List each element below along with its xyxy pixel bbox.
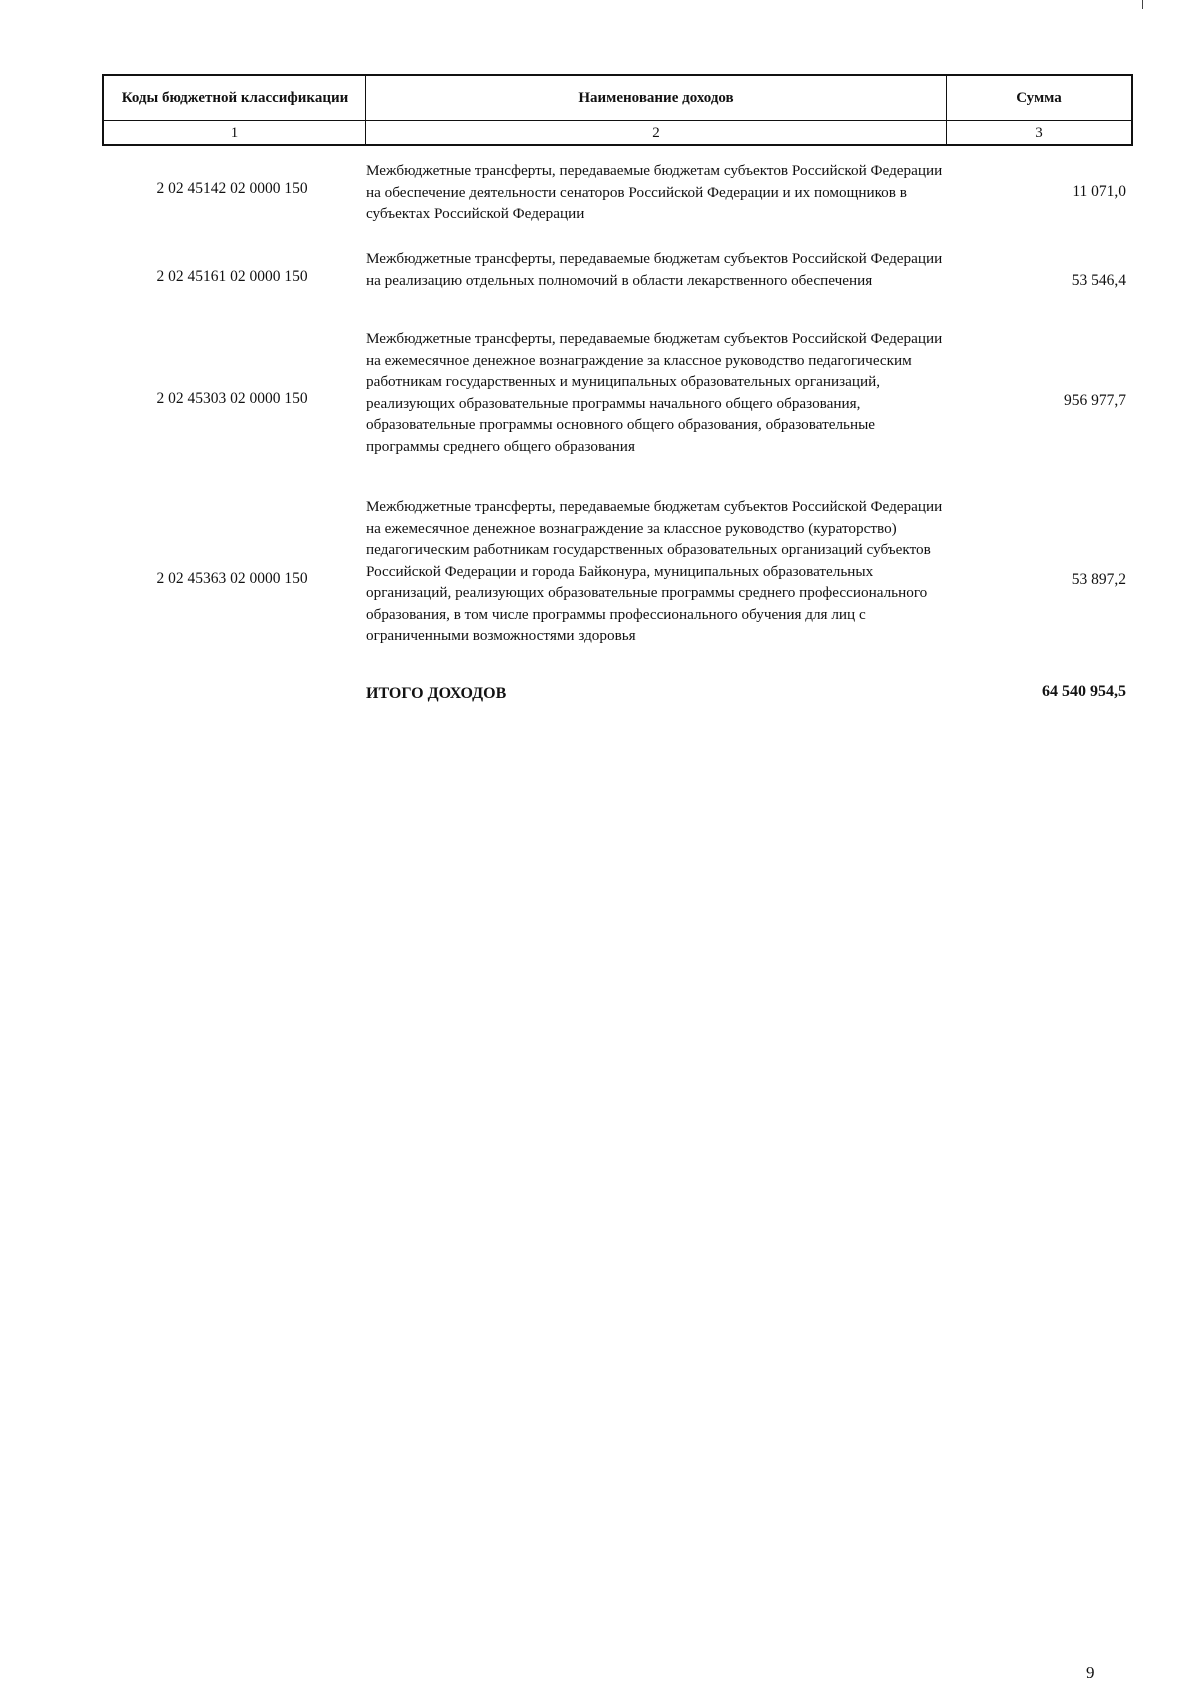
scan-artifact [1142,0,1143,9]
row-sum: 956 977,7 [1064,392,1126,409]
row-code: 2 02 45161 02 0000 150 [156,268,308,285]
table-row [0,160,1200,230]
table-row [0,248,1200,318]
table-header [102,74,1133,146]
row-name: Межбюджетные трансферты, передаваемые бюджетам субъектов Российской Федерации на реализацию отдельных полномочий в области лекарственного обеспечения [366,250,943,289]
header-name: Наименование доходов [578,90,734,106]
row-sum: 53 546,4 [1071,272,1126,289]
table-row [0,328,1200,478]
column-number-2: 2 [652,124,660,141]
row-code: 2 02 45142 02 0000 150 [156,180,308,197]
row-name: Межбюджетные трансферты, передаваемые бюджетам субъектов Российской Федерации на ежемесячное денежное вознаграждение за классное руководство педагогическим работникам государственных и муниципальных образовательных организаций, реализующих образовательные программы начального общего образования, образовательные программы основного общего образования, образовательные программы среднего общего образования [366,330,943,455]
row-sum: 53 897,2 [1071,571,1126,588]
header-sum: Сумма [1016,90,1062,106]
header-codes: Коды бюджетной классификации [121,90,349,106]
total-row [0,683,1200,709]
column-number-1: 1 [230,124,239,141]
row-sum: 11 071,0 [1072,183,1126,200]
row-code: 2 02 45363 02 0000 150 [156,570,308,587]
total-sum: 64 540 954,5 [1042,683,1126,700]
page-number: 9 [1086,1663,1095,1682]
total-label: ИТОГО ДОХОДОВ [366,685,507,702]
column-number-3: 3 [1035,124,1043,141]
row-name: Межбюджетные трансферты, передаваемые бюджетам субъектов Российской Федерации на обеспечение деятельности сенаторов Российской Федерации и их помощников в субъектах Российской Федерации [366,162,943,222]
row-code: 2 02 45303 02 0000 150 [156,390,308,407]
row-name: Межбюджетные трансферты, передаваемые бюджетам субъектов Российской Федерации на ежемесячное денежное вознаграждение за классное руководство (кураторство) педагогическим работникам государственных образовательных организаций субъектов Российской Федерации и города Байконура, муниципальных образовательных организаций, реализующих образовательные программы среднего профессионального образования, в том числе программы профессионального обучения для лиц с ограниченными возможностями здоровья [366,498,943,644]
table-row [0,496,1200,668]
